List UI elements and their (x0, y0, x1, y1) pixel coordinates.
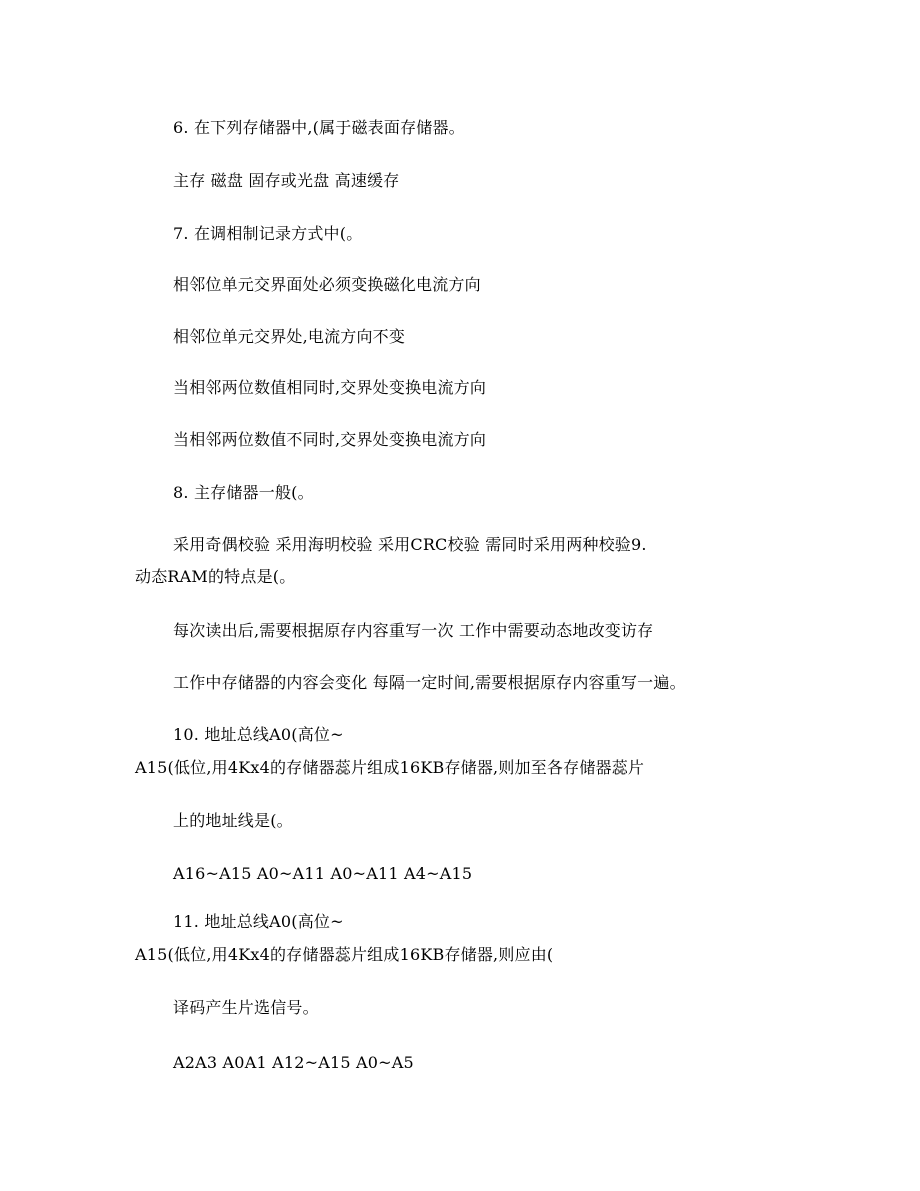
question-6-options: 主存 磁盘 固存或光盘 高速缓存 (173, 171, 400, 190)
question-8-options: 采用奇偶校验 采用海明校验 采用CRC校验 需同时采用两种校验9. (173, 535, 647, 554)
question-10-stem-3: 上的地址线是(。 (173, 811, 293, 830)
question-8-stem: 8. 主存储器一般(。 (173, 483, 314, 502)
question-10-options: A16~A15 A0~A11 A0~A11 A4~A15 (173, 864, 473, 883)
question-9-options-a: 每次读出后,需要根据原存内容重写一次 工作中需要动态地改变访存 (173, 621, 654, 640)
question-7-stem: 7. 在调相制记录方式中(。 (173, 224, 363, 243)
question-11-stem-1: 11. 地址总线A0(高位~ (173, 912, 344, 931)
question-6-stem: 6. 在下列存储器中,(属于磁表面存储器。 (173, 118, 465, 137)
question-7-option-b: 相邻位单元交界处,电流方向不变 (173, 327, 406, 346)
question-7-option-d: 当相邻两位数值不同时,交界处变换电流方向 (173, 430, 487, 449)
question-7-option-c: 当相邻两位数值相同时,交界处变换电流方向 (173, 378, 487, 397)
question-9-stem: 动态RAM的特点是(。 (135, 567, 296, 586)
question-7-option-a: 相邻位单元交界面处必须变换磁化电流方向 (173, 275, 481, 294)
question-11-stem-3: 译码产生片选信号。 (173, 998, 319, 1017)
question-11-stem-2: A15(低位,用4Kx4的存储器蕊片组成16KB存储器,则应由( (135, 945, 554, 964)
question-11-options: A2A3 A0A1 A12~A15 A0~A5 (173, 1053, 414, 1072)
question-10-stem-2: A15(低位,用4Kx4的存储器蕊片组成16KB存储器,则加至各存储器蕊片 (135, 758, 645, 777)
question-9-options-b: 工作中存储器的内容会变化 每隔一定时间,需要根据原存内容重写一遍。 (173, 673, 686, 692)
question-10-stem-1: 10. 地址总线A0(高位~ (173, 725, 344, 744)
